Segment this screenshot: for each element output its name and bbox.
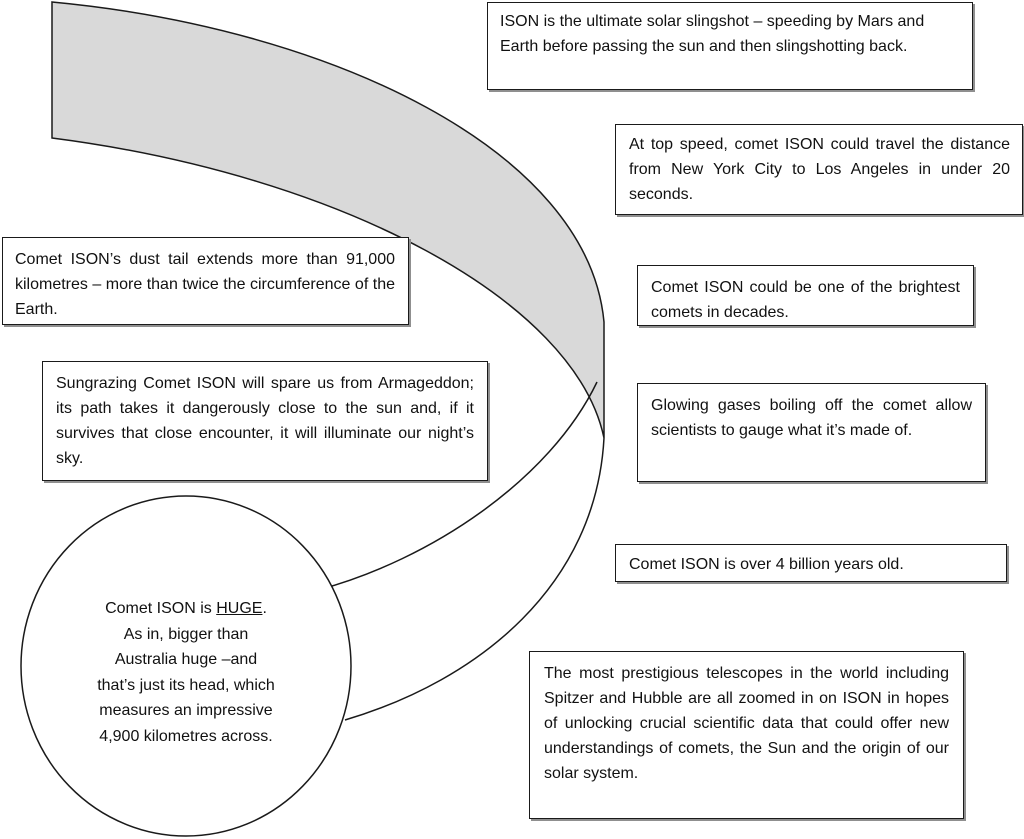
fact-box-gases: Glowing gases boiling off the comet allow scientists to gauge what it’s made of. — [637, 383, 986, 482]
fact-box-dust-tail: Comet ISON’s dust tail extends more than 91,000 kilometres – more than twice the circumference of the Earth. — [2, 237, 409, 325]
head-line-1-suffix: . — [262, 600, 267, 617]
head-line-4: that’s just its head, which — [97, 676, 275, 694]
head-line-1-prefix: Comet ISON is — [105, 600, 217, 617]
head-line-2: As in, bigger than — [123, 625, 249, 643]
fact-box-telescopes: The most prestigious telescopes in the world including Spitzer and Hubble are all zoomed in on ISON in hopes of unlocking crucial scientific data that could offer new understandings of comets, the Sun and the origin of our solar system. — [529, 651, 964, 819]
head-line-1 — [62, 596, 310, 622]
fact-box-age: Comet ISON is over 4 billion years old. — [615, 544, 1007, 582]
fact-box-speed: At top speed, comet ISON could travel the distance from New York City to Los Angeles in under 20 seconds. — [615, 124, 1023, 215]
head-line-6: 4,900 kilometres across. — [99, 727, 273, 745]
fact-box-slingshot: ISON is the ultimate solar slingshot – speeding by Mars and Earth before passing the sun and then slingshotting back. — [487, 2, 973, 90]
head-line-3: Australia huge –and — [114, 651, 258, 668]
comet-head-text — [62, 596, 310, 749]
head-line-5: measures an impressive — [99, 702, 273, 719]
huge-emphasis: HUGE — [216, 600, 263, 617]
fact-box-sungrazing: Sungrazing Comet ISON will spare us from Armageddon; its path takes it dangerously close to the sun and, if it survives that close encounter, it will illuminate our night’s sky. — [42, 361, 488, 481]
fact-box-brightest: Comet ISON could be one of the brightest comets in decades. — [637, 265, 974, 326]
